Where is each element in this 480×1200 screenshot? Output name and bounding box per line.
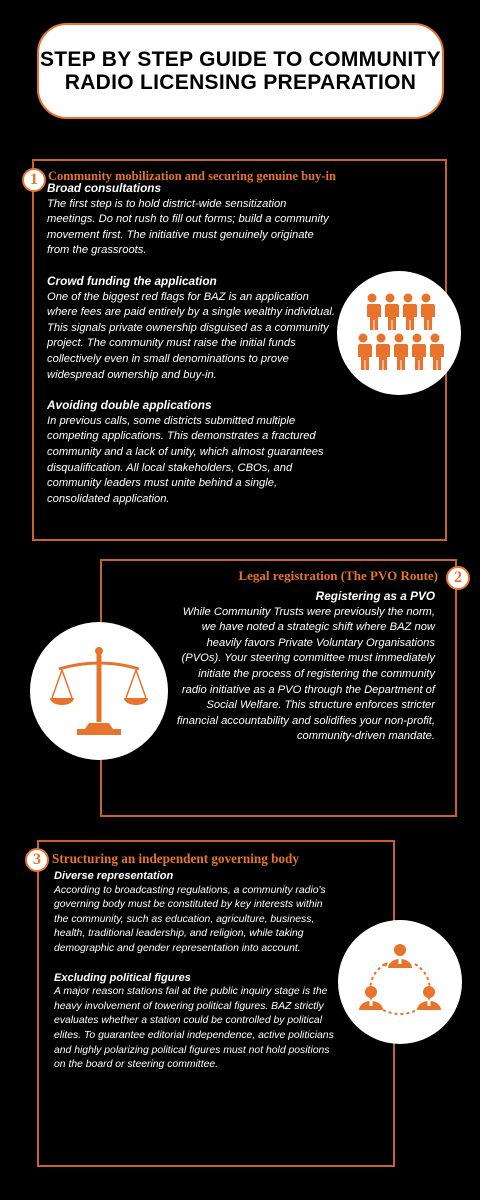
section-1-content <box>47 181 337 507</box>
item-text: The first step is to hold district-wide sensitization meetings. Do not rush to fill out forms; build a community movement first. The initiative must genuinely originate from the grassroots. <box>47 197 329 257</box>
section-2-item-1 <box>175 589 435 745</box>
section-1-icon-circle <box>337 271 461 395</box>
section-2-content <box>175 589 435 745</box>
section-3-item-2 <box>54 971 339 1073</box>
item-text: According to broadcasting regulations, a community radio's governing body must be constituted by key interests within the community, such as education, agriculture, business, health, traditional leadership, and religion, while taking demographic and gender representation into account. <box>54 884 326 954</box>
title-box <box>37 23 444 119</box>
network-people-icon <box>355 942 445 1022</box>
section-1-item-1 <box>47 181 337 259</box>
section-1-heading: Community mobilization and securing genuine buy-in <box>48 169 336 183</box>
item-subheading: Excluding political figures <box>54 971 191 984</box>
scales-of-justice-icon <box>49 641 149 741</box>
section-2-icon-circle <box>30 622 168 760</box>
item-subheading: Registering as a PVO <box>315 589 435 603</box>
section-2-heading: Legal registration (The PVO Route) <box>238 568 438 583</box>
section-2-number-badge: 2 <box>446 566 470 590</box>
item-text: A major reason stations fail at the public inquiry stage is the heavy involvement of towering political figures. BAZ strictly evaluates whether a station could be controlled by political elites. To guarantee editorial independence, active politicians and highly polarizing political figures must not hold positions on the board or steering committee. <box>54 986 334 1071</box>
section-1-number-badge: 1 <box>22 168 46 192</box>
item-text: While Community Trusts were previously the norm, we have noted a strategic shift where BAZ now heavily favors Private Voluntary Organisations (PVOs). Your steering committee must immediately initiate the process of registering the community radio initiative as a PVO through the Department of Social Welfare. This structure enforces stricter financial accountability and solidifies your non-profit, community-driven mandate. <box>176 605 435 743</box>
section-3-number-badge: 3 <box>25 848 49 872</box>
section-3-item-1 <box>54 869 339 957</box>
community-people-icon <box>352 291 446 375</box>
section-3-content <box>54 869 339 1073</box>
item-subheading: Broad consultations <box>47 181 162 195</box>
item-subheading: Diverse representation <box>54 870 174 882</box>
section-1-item-2 <box>47 274 337 383</box>
page-title: STEP BY STEP GUIDE TO COMMUNITY RADIO LICENSING PREPARATION <box>40 48 441 94</box>
item-subheading: Avoiding double applications <box>47 398 212 413</box>
section-3-heading: Structuring an independent governing body <box>52 851 299 866</box>
section-3-icon-circle <box>338 920 462 1044</box>
section-1-item-3 <box>47 398 337 507</box>
item-text: In previous calls, some districts submitted multiple competing applications. This demonstrates a fractured community and a lack of unity, which almost guarantees disqualification. All local stakeholders, CBOs, and community leaders must unite behind a single, consolidated application. <box>47 414 324 505</box>
item-subheading: Crowd funding the application <box>47 273 217 288</box>
item-text: One of the biggest red flags for BAZ is an application where fees are paid entirely by a single wealthy individual. This signals private ownership disguised as a community project. The community must raise the initial funds collectively even in small denominations to prove widespread ownership and buy-in. <box>47 290 335 381</box>
